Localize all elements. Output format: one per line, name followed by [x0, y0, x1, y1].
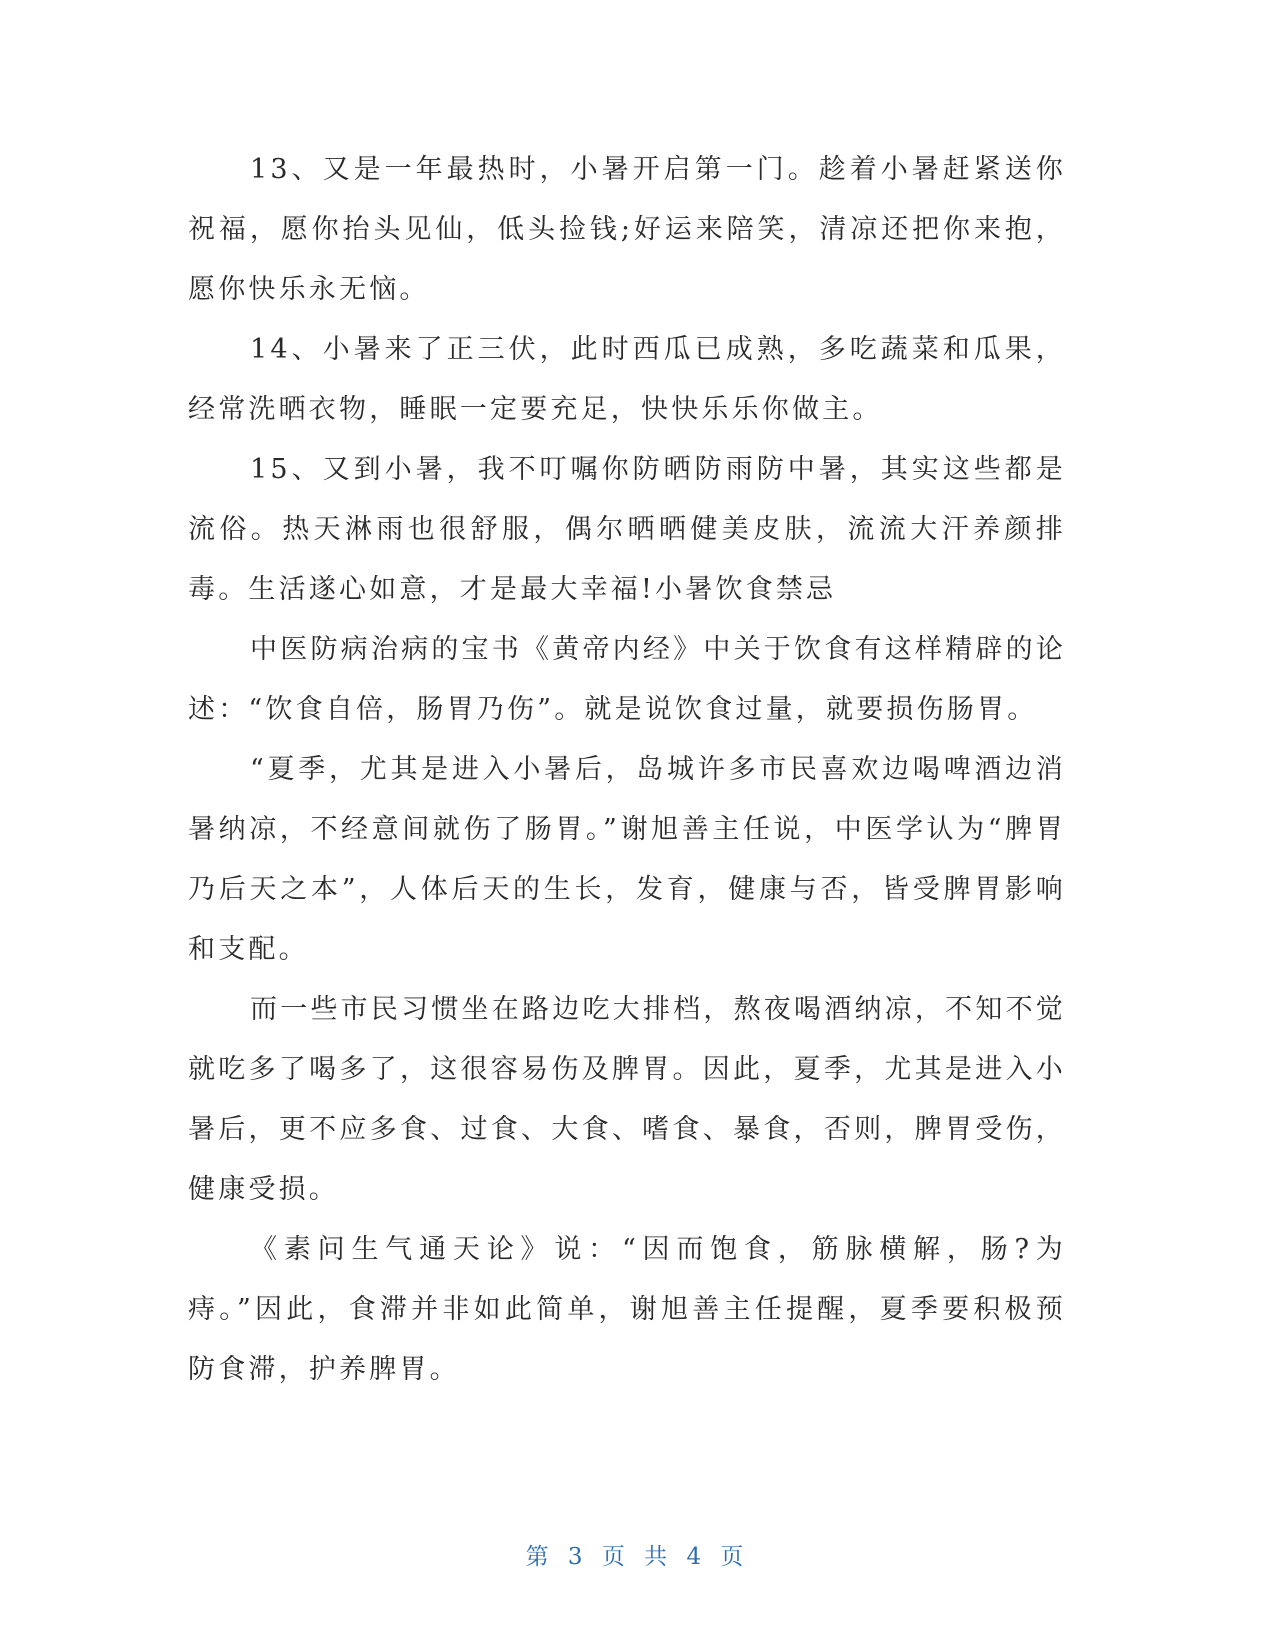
paragraph-14: 14、小暑来了正三伏，此时西瓜已成熟，多吃蔬菜和瓜果，经常洗晒衣物，睡眠一定要充足，快快乐乐你做主。: [188, 334, 1066, 425]
document-body: [188, 140, 1066, 1400]
paragraph-summer-quote: “夏季，尤其是进入小暑后，岛城许多市民喜欢边喝啤酒边消暑纳凉，不经意间就伤了肠胃。”谢旭善主任说，中医学认为“脾胃乃后天之本”，人体后天的生长，发育，健康与否，皆受脾胃影响和支配。: [188, 754, 1066, 965]
paragraph-13: 13、又是一年最热时，小暑开启第一门。趁着小暑赶紧送你祝福，愿你抬头见仙，低头捡钱;好运来陪笑，清凉还把你来抱，愿你快乐永无恼。: [188, 154, 1066, 305]
paragraph-street-food: 而一些市民习惯坐在路边吃大排档，熬夜喝酒纳凉，不知不觉就吃多了喝多了，这很容易伤及脾胃。因此，夏季，尤其是进入小暑后，更不应多食、过食、大食、嗜食、暴食，否则，脾胃受伤，健康受损。: [188, 994, 1066, 1205]
paragraph-suwen: 《素问生气通天论》说：“因而饱食，筋脉横解，肠?为痔。”因此，食滞并非如此简单，谢旭善主任提醒，夏季要积极预防食滞，护养脾胃。: [188, 1234, 1066, 1385]
page-number-footer: 第 3 页 共 4 页: [525, 1544, 750, 1570]
paragraph-15: 15、又到小暑，我不叮嘱你防晒防雨防中暑，其实这些都是流俗。热天淋雨也很舒服，偶尔晒晒健美皮肤，流流大汗养颜排毒。生活遂心如意，才是最大幸福!小暑饮食禁忌: [188, 454, 1066, 605]
paragraph-huangdi-neijing: 中医防病治病的宝书《黄帝内经》中关于饮食有这样精辟的论述：“饮食自倍，肠胃乃伤”。就是说饮食过量，就要损伤肠胃。: [188, 634, 1066, 725]
